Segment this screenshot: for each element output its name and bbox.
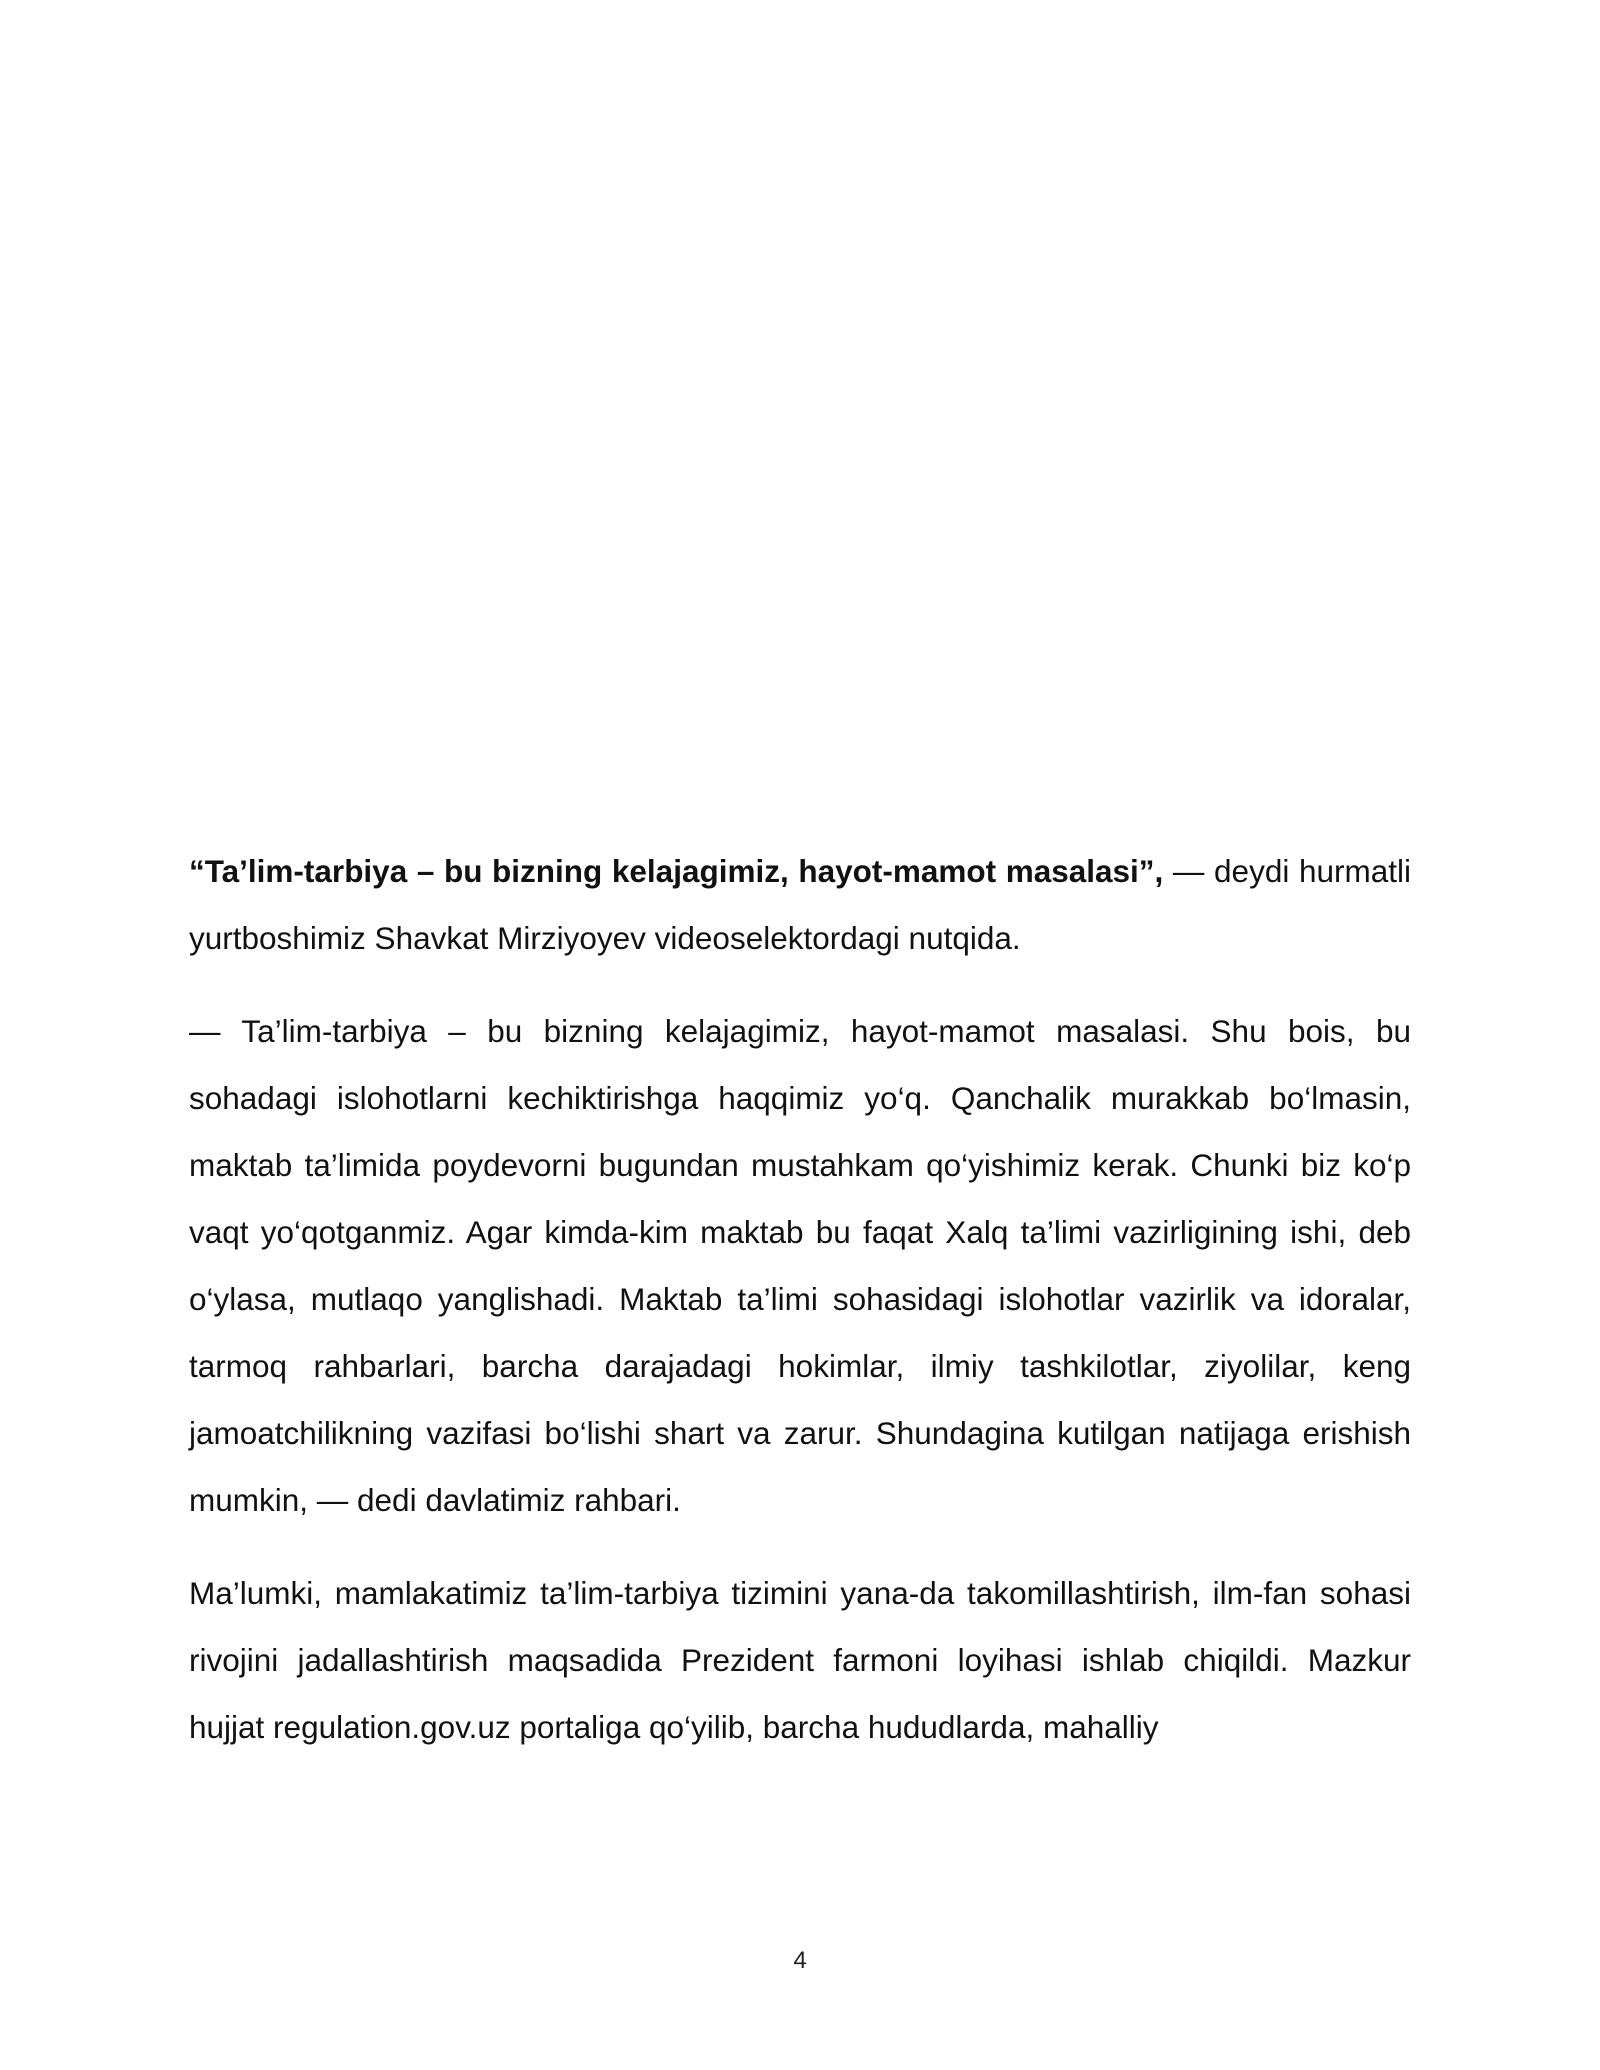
page-number: 4	[793, 1947, 807, 1974]
paragraph-quote	[189, 838, 1411, 972]
quote-attribution: — deydi hurmatli yurtboshimiz Shavkat Mirziyoyev videoselektordagi nutqida.	[189, 853, 1411, 956]
paragraph-speech: — Ta’lim-tarbiya – bu bizning kelajagimiz, hayot-mamot masalasi. Shu bois, bu sohadagi islohotlarni kechiktirishga haqqimiz yo‘q. Qanchalik murakkab bo‘lmasin, maktab ta’limida poydevorni bugundan mustahkam qo‘yishimiz kerak. Chunki biz ko‘p vaqt yo‘qotganmiz. Agar kimda-kim maktab bu faqat Xalq ta’limi vazirligining ishi, deb o‘ylasa, mutlaqo yanglishadi. Maktab ta’limi sohasidagi islohotlar vazirlik va idoralar, tarmoq rahbarlari, barcha darajadagi hokimlar, ilmiy tashkilotlar, ziyolilar, keng jamoatchilikning vazifasi bo‘lishi shart va zarur. Shundagina kutilgan natijaga erishish mumkin, — dedi davlatimiz rahbari.	[189, 1013, 1411, 1518]
body-text	[189, 838, 1411, 1761]
paragraph-context: Ma’lumki, mamlakatimiz ta’lim-tarbiya tizimini yana-da takomillashtirish, ilm-fan sohasi rivojini jadallashtirish maqsadida Prezident farmoni loyihasi ishlab chiqildi. Mazkur hujjat regulation.gov.uz portaliga qo‘yilib, barcha hududlarda, mahalliy	[189, 1575, 1411, 1745]
bold-quote: “Ta’lim-tarbiya – bu bizning kelajagimiz, hayot-mamot masalasi”,	[189, 853, 1164, 889]
